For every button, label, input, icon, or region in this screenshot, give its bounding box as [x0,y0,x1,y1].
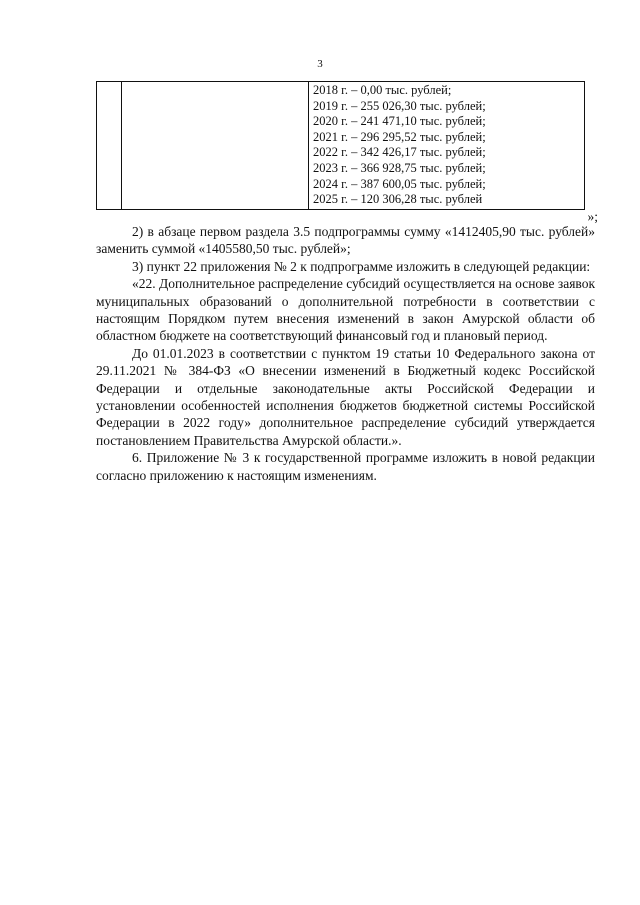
funding-line-2024: 2024 г. – 387 600,05 тыс. рублей; [313,176,486,191]
table-cell-funding-by-year [309,82,585,210]
paragraph-item-3: 3) пункт 22 приложения № 2 к подпрограмме изложить в следующей редакции: [132,258,591,274]
funding-line-2023: 2023 г. – 366 928,75 тыс. рублей; [313,160,486,175]
paragraph-until-2023: До 01.01.2023 в соответствии с пунктом 19 статьи 10 Федерального закона от 29.11.2021 № 384-ФЗ «О внесении изменений в Бюджетный кодекс Российской Федерации и отдельные законодательные акты Российской Федерации и установлении особенностей исполнения бюджетов бюджетной системы Российской Федерации в 2022 году» дополнительное распределение субсидий утверждается постановлением Правительства Амурской области.». [96,345,595,448]
funding-line-2025: 2025 г. – 120 306,28 тыс. рублей [313,192,483,207]
page-number: 3 [317,58,323,70]
funding-line-2020: 2020 г. – 241 471,10 тыс. рублей; [313,114,486,129]
paragraph-point-22: «22. Дополнительное распределение субсидий осуществляется на основе заявок муниципальных образований о дополнительной потребности в соответствии с настоящим Порядком путем внесения изменений в закон Амурской области об областном бюджете на соответствующий финансовый год и плановый период. [96,276,595,344]
closing-quote: »; [587,209,598,224]
table-cell-empty-2 [122,82,309,210]
funding-line-2021: 2021 г. – 296 295,52 тыс. рублей; [313,129,486,144]
table-cell-empty-1 [97,82,122,210]
funding-line-2018: 2018 г. – 0,00 тыс. рублей; [313,83,452,97]
paragraph-item-6: 6. Приложение № 3 к государственной программе изложить в новой редакции согласно приложению к настоящим изменениям. [96,450,595,483]
paragraph-item-2: 2) в абзаце первом раздела 3.5 подпрограммы сумму «1412405,90 тыс. рублей» заменить суммой «1405580,50 тыс. рублей»; [96,224,595,257]
budget-table [96,81,585,210]
document-body [96,223,595,484]
funding-line-2019: 2019 г. – 255 026,30 тыс. рублей; [313,98,486,113]
funding-line-2022: 2022 г. – 342 426,17 тыс. рублей; [313,145,486,160]
table-row [97,82,585,210]
